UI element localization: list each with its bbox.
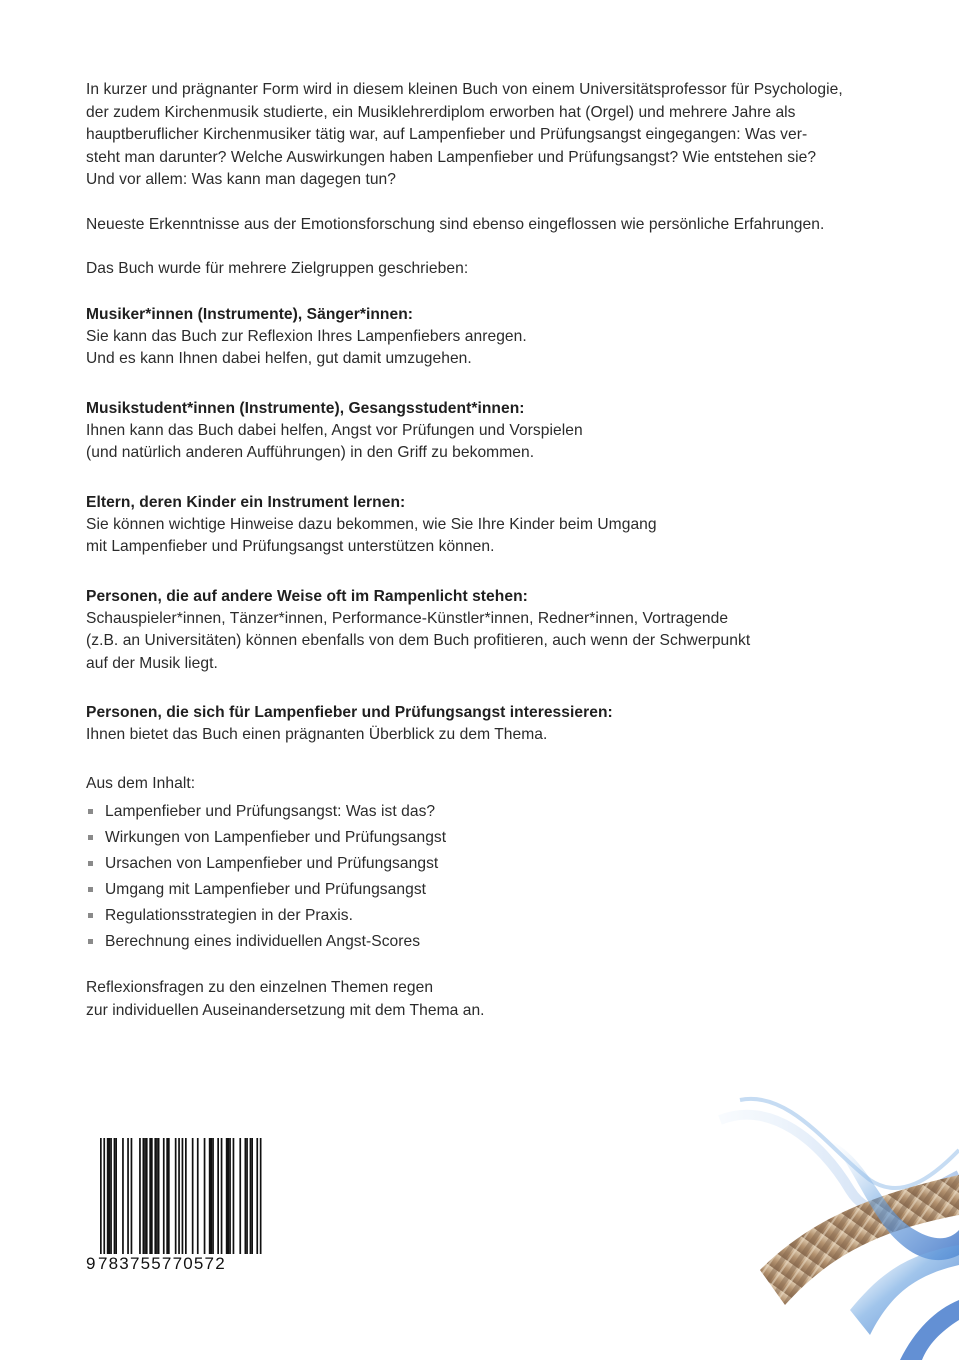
barcode-bar xyxy=(156,1138,158,1254)
section-body xyxy=(86,514,886,559)
list-item-text: Umgang mit Lampenfieber und Prüfungsangst xyxy=(105,881,427,898)
section-line: Und es kann Ihnen dabei helfen, gut damit umzugehen. xyxy=(86,350,472,367)
list-item xyxy=(86,825,886,851)
audience-section xyxy=(86,491,886,559)
rope-smoke-image xyxy=(700,1080,959,1360)
barcode-bar xyxy=(221,1138,223,1254)
barcode-bar xyxy=(251,1138,253,1254)
list-item-text: Lampenfieber und Prüfungsangst: Was ist das? xyxy=(105,803,436,820)
section-line: (und natürlich anderen Aufführungen) in den Griff zu bekommen. xyxy=(86,444,535,461)
barcode-number xyxy=(86,1254,266,1274)
section-title: Musiker*innen (Instrumente), Sänger*innen: xyxy=(86,305,414,323)
back-cover-text xyxy=(86,79,886,1022)
square-bullet-icon xyxy=(88,835,93,840)
section-title: Eltern, deren Kinder ein Instrument lernen: xyxy=(86,493,406,511)
barcode-bar xyxy=(211,1138,213,1254)
barcode-bar xyxy=(228,1138,230,1254)
list-item xyxy=(86,877,886,903)
barcode-bar xyxy=(175,1138,177,1254)
section-line: Ihnen bietet das Buch einen prägnanten Überblick zu dem Thema. xyxy=(86,726,548,743)
barcode-rest-digits: 783755770572 xyxy=(98,1254,226,1273)
barcode-bar xyxy=(209,1138,211,1254)
barcode-bar xyxy=(115,1138,117,1254)
barcode-bar xyxy=(229,1138,231,1254)
audience-intro: Das Buch wurde für mehrere Zielgruppen geschrieben: xyxy=(86,260,469,277)
barcode-bar xyxy=(168,1138,170,1254)
barcode-bar xyxy=(143,1138,145,1254)
contents-section xyxy=(86,773,886,956)
barcode-bar xyxy=(185,1138,187,1254)
rope-smoke-illustration xyxy=(700,1080,959,1360)
barcode-bar xyxy=(107,1138,109,1254)
intro-line: Und vor allem: Was kann man dagegen tun? xyxy=(86,171,397,188)
section-line: mit Lampenfieber und Prüfungsangst unterstützen können. xyxy=(86,538,495,555)
barcode-bar xyxy=(114,1138,116,1254)
barcode-bar xyxy=(109,1138,111,1254)
barcode-bar xyxy=(127,1138,129,1254)
barcode-bar xyxy=(144,1138,146,1254)
barcode-bar xyxy=(158,1138,160,1254)
barcode-bar xyxy=(151,1138,153,1254)
section-line: auf der Musik liegt. xyxy=(86,654,218,672)
closing-paragraph xyxy=(86,977,886,1022)
list-item-text: Berechnung eines individuellen Angst-Scores xyxy=(105,933,421,950)
section-body xyxy=(86,724,886,747)
barcode-bar xyxy=(122,1138,124,1254)
barcode-bar xyxy=(139,1138,141,1254)
list-item xyxy=(86,903,886,929)
isbn-barcode xyxy=(86,1138,266,1280)
audience-section xyxy=(86,701,886,747)
closing-line: zur individuellen Auseinandersetzung mit dem Thema an. xyxy=(86,1001,485,1019)
intro-line: steht man darunter? Welche Auswirkungen haben Lampenfieber und Prüfungsangst? Wie entstehen sie? xyxy=(86,148,817,166)
audience-section xyxy=(86,397,886,465)
barcode-bar xyxy=(166,1138,168,1254)
audience-section xyxy=(86,303,886,371)
barcode-bar xyxy=(110,1138,112,1254)
barcode-bar xyxy=(163,1138,165,1254)
section-line: Ihnen kann das Buch dabei helfen, Angst vor Prüfungen und Vorspielen xyxy=(86,421,583,439)
list-item xyxy=(86,799,886,825)
barcode-bar xyxy=(131,1138,133,1254)
barcode-first-digit: 9 xyxy=(86,1254,97,1273)
section-body xyxy=(86,608,886,676)
intro-line: In kurzer und prägnanter Form wird in diesem kleinen Buch von einem Universitätsprofessor für Psychologie, xyxy=(86,81,843,98)
closing-line: Reflexionsfragen zu den einzelnen Themen regen xyxy=(86,979,434,996)
barcode-bar xyxy=(212,1138,214,1254)
barcode-bar xyxy=(226,1138,228,1254)
barcode-bar xyxy=(197,1138,199,1254)
barcode-bar xyxy=(246,1138,248,1254)
section-title: Personen, die auf andere Weise oft im Rampenlicht stehen: xyxy=(86,587,528,605)
section-body xyxy=(86,420,886,465)
research-note: Neueste Erkenntnisse aus der Emotionsforschung sind ebenso eingeflossen wie persönliche Erfahrungen. xyxy=(86,215,825,233)
intro-line: der zudem Kirchenmusik studierte, ein Musiklehrerdiplom erworben hat (Orgel) und mehrere Jahre als xyxy=(86,103,796,121)
section-line: (z.B. an Universitäten) können ebenfalls von dem Buch profitieren, auch wenn der Schwerpunkt xyxy=(86,632,751,649)
barcode-bar xyxy=(250,1138,252,1254)
square-bullet-icon xyxy=(88,861,93,866)
list-item xyxy=(86,929,886,955)
list-item-text: Ursachen von Lampenfieber und Prüfungsangst xyxy=(105,855,439,872)
barcode-bar xyxy=(192,1138,194,1254)
barcode-bar xyxy=(154,1138,156,1254)
barcode-bar xyxy=(204,1138,206,1254)
intro-line: hauptberuflicher Kirchenmusiker tätig war, auf Lampenfieber und Prüfungsangst eingegangen: Was ver- xyxy=(86,126,808,143)
barcode-bar xyxy=(146,1138,148,1254)
barcode-bar xyxy=(217,1138,219,1254)
square-bullet-icon xyxy=(88,939,93,944)
intro-paragraph xyxy=(86,79,886,192)
section-title: Musikstudent*innen (Instrumente), Gesangsstudent*innen: xyxy=(86,399,525,417)
square-bullet-icon xyxy=(88,913,93,918)
barcode-bar xyxy=(239,1138,241,1254)
contents-list xyxy=(86,799,886,955)
section-line: Schauspieler*innen, Tänzer*innen, Performance-Künstler*innen, Redner*innen, Vortragende xyxy=(86,609,729,627)
square-bullet-icon xyxy=(88,887,93,892)
square-bullet-icon xyxy=(88,809,93,814)
section-body xyxy=(86,326,886,371)
list-item-text: Regulationsstrategien in der Praxis. xyxy=(105,907,353,924)
section-line: Sie können wichtige Hinweise dazu bekommen, wie Sie Ihre Kinder beim Umgang xyxy=(86,515,657,533)
barcode-bar xyxy=(245,1138,247,1254)
list-item-text: Wirkungen von Lampenfieber und Prüfungsangst xyxy=(105,829,447,846)
section-title: Personen, die sich für Lampenfieber und Prüfungsangst interessieren: xyxy=(86,704,613,721)
list-item xyxy=(86,851,886,877)
barcode-bar xyxy=(233,1138,235,1254)
audience-section xyxy=(86,585,886,676)
section-line: Sie kann das Buch zur Reflexion Ihres Lampenfiebers anregen. xyxy=(86,327,527,345)
contents-heading: Aus dem Inhalt: xyxy=(86,774,196,792)
barcode-bar xyxy=(149,1138,151,1254)
